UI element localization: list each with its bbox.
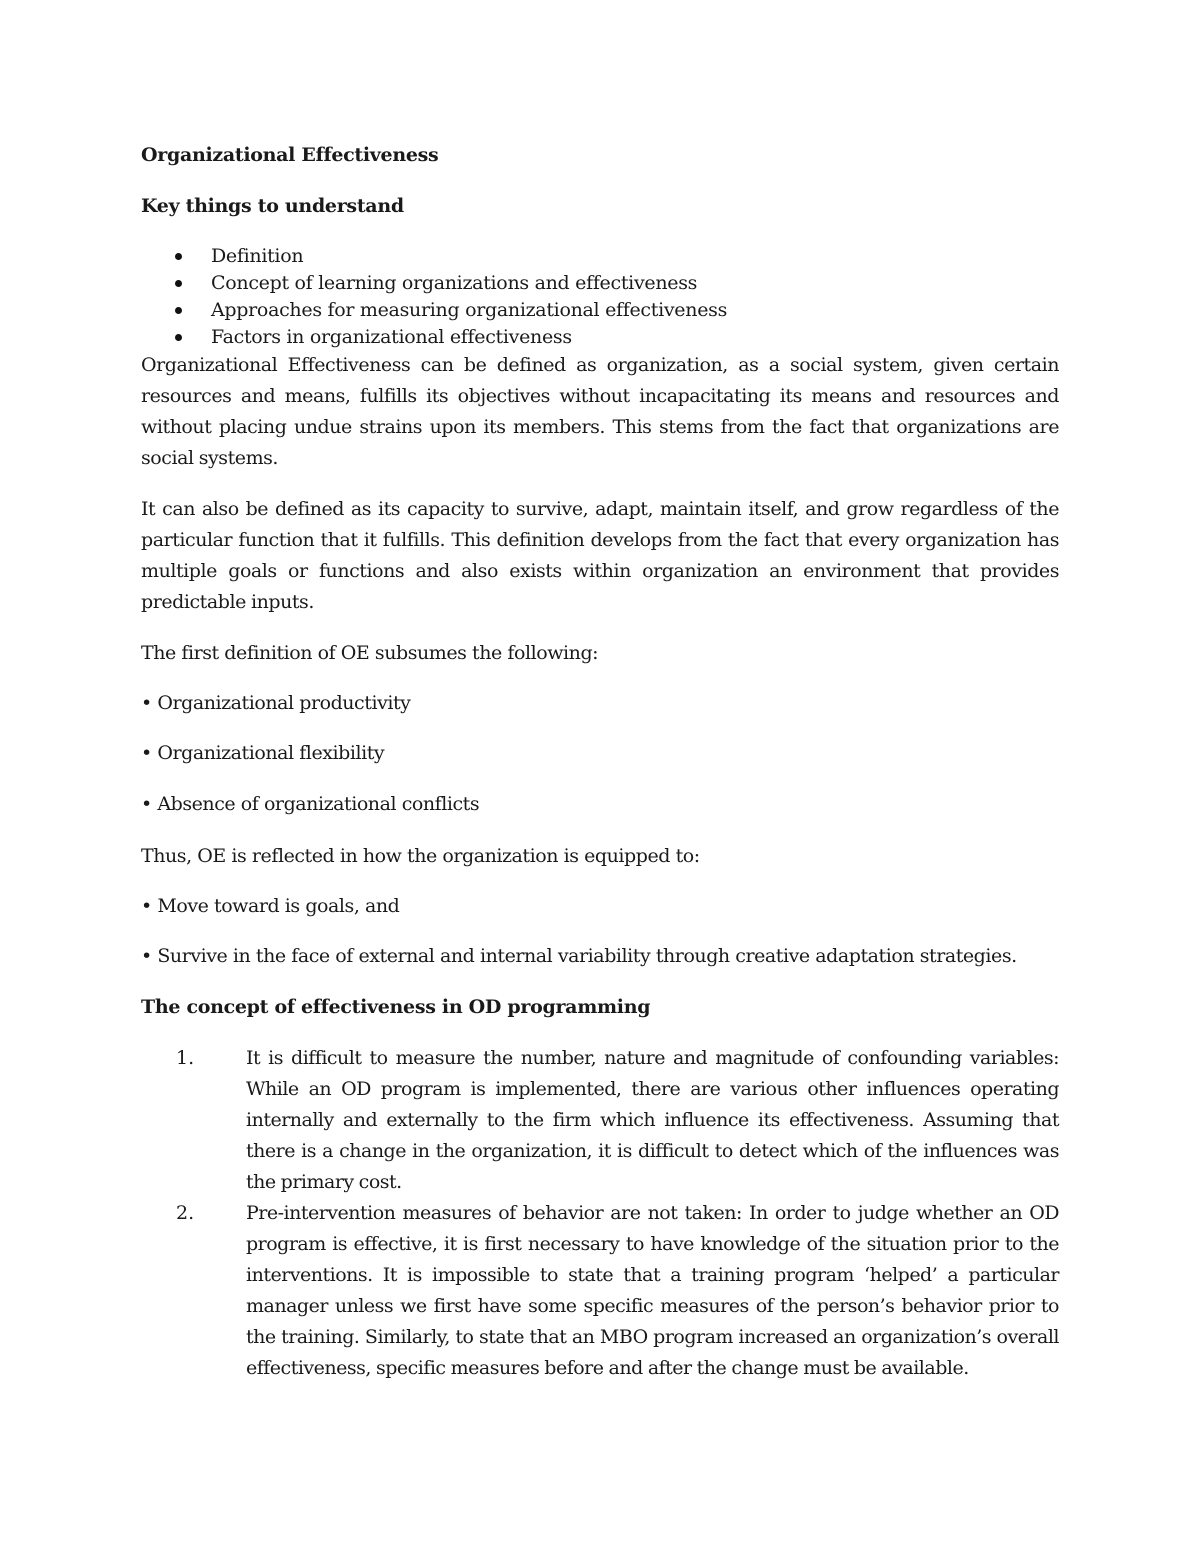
first-definition-intro: The first definition of OE subsumes the following: — [141, 642, 599, 664]
key-points-list — [141, 243, 727, 351]
list-item: • Survive in the face of external and internal variability through creative adaptation strategies. — [141, 945, 1017, 967]
section-heading: The concept of effectiveness in OD programming — [141, 996, 651, 1018]
list-item: Approaches for measuring organizational effectiveness — [141, 297, 727, 324]
numbered-list-item — [141, 1043, 1059, 1198]
thus-intro: Thus, OE is reflected in how the organization is equipped to: — [141, 845, 700, 867]
list-item: • Move toward is goals, and — [141, 895, 400, 917]
list-item: Definition — [141, 243, 727, 270]
numbered-list-item — [141, 1198, 1059, 1384]
item-text: Pre-intervention measures of behavior are not taken: In order to judge whether an OD program is effective, it is first necessary to have knowledge of the situation prior to the interventions. It is impossible to state that a training program ‘helped’ a particular manager unless we first have some specific measures of the person’s behavior prior to the training. Similarly, to state that an MBO program increased an organization’s overall effectiveness, specific measures before and after the change must be available. — [246, 1202, 1059, 1379]
subtitle-heading: Key things to understand — [141, 195, 404, 217]
list-item: • Absence of organizational conflicts — [141, 793, 480, 815]
list-item: • Organizational flexibility — [141, 742, 385, 764]
list-item: Concept of learning organizations and effectiveness — [141, 270, 727, 297]
bullet-icon — [175, 280, 182, 287]
document-title: Organizational Effectiveness — [141, 144, 439, 166]
bullet-icon — [175, 307, 182, 314]
numbered-list — [141, 1043, 1059, 1384]
bullet-icon — [175, 253, 182, 260]
item-text: It is difficult to measure the number, nature and magnitude of confounding variables: While an OD program is implemented, there are various other influences operating internally and externally to the firm which influence its effectiveness. Assuming that there is a change in the organization, it is difficult to detect which of the influences was the primary cost. — [246, 1047, 1059, 1193]
item-number: 2. — [176, 1202, 195, 1224]
bullet-icon — [175, 334, 182, 341]
list-item: • Organizational productivity — [141, 692, 411, 714]
item-number: 1. — [176, 1047, 195, 1069]
definition-paragraph-2: It can also be defined as its capacity to survive, adapt, maintain itself, and grow regardless of the particular function that it fulfills. This definition develops from the fact that every organization has multiple goals or functions and also exists within organization an environment that provides predictable inputs. — [141, 498, 1059, 613]
list-item: Factors in organizational effectiveness — [141, 324, 727, 351]
definition-paragraph-1: Organizational Effectiveness can be defined as organization, as a social system, given certain resources and means, fulfills its objectives without incapacitating its means and resources and without placing undue strains upon its members. This stems from the fact that organizations are social systems. — [141, 354, 1059, 469]
